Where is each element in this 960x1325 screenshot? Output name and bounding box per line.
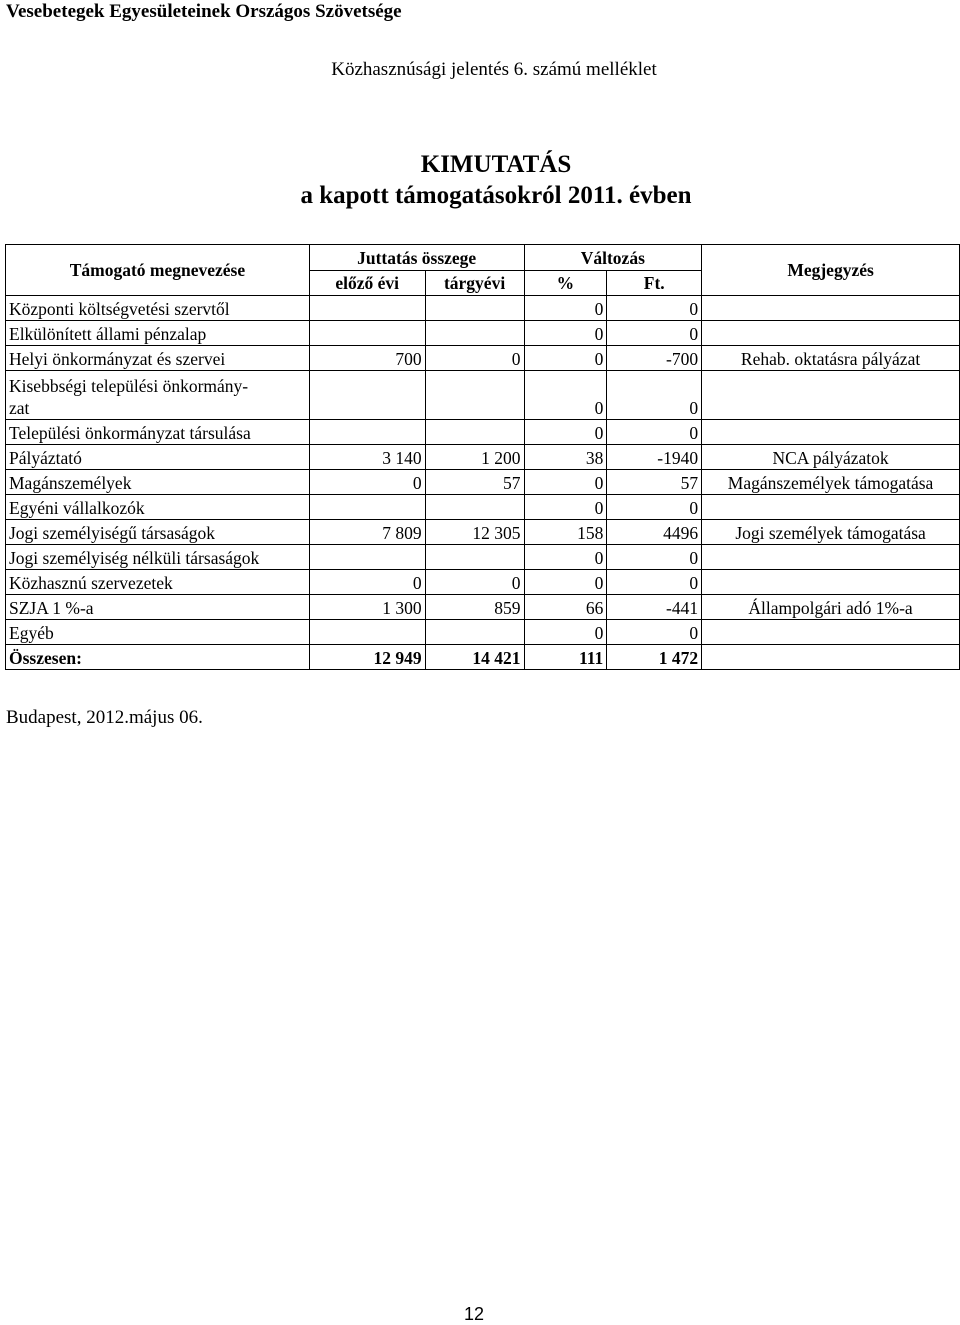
previous-year-cell: 7 809 — [309, 520, 425, 545]
note-cell — [702, 545, 960, 570]
supporter-cell — [6, 371, 310, 420]
page-number-text: 12 — [463, 1304, 485, 1324]
percent-cell: 0 — [524, 570, 607, 595]
note-cell: Rehab. oktatásra pályázat — [702, 346, 960, 371]
note-cell: Magánszemélyek támogatása — [702, 470, 960, 495]
current-year-cell: 12 305 — [425, 520, 524, 545]
table-row — [6, 520, 960, 545]
current-year-cell — [425, 420, 524, 445]
previous-year-cell — [309, 371, 425, 420]
ft-cell: 0 — [607, 570, 702, 595]
supporter-cell: Jogi személyiség nélküli társaságok — [6, 545, 310, 570]
place-and-date: Budapest, 2012.május 06. — [6, 707, 203, 728]
note-cell — [702, 371, 960, 420]
note-cell — [702, 495, 960, 520]
note-cell — [702, 620, 960, 645]
supporter-name-line-2: zat — [9, 398, 30, 418]
ft-cell: 0 — [607, 495, 702, 520]
ft-cell: 57 — [607, 470, 702, 495]
note-cell: Jogi személyek támogatása — [702, 520, 960, 545]
percent-cell: 158 — [524, 520, 607, 545]
percent-cell: 0 — [524, 620, 607, 645]
title-line-1: KIMUTATÁS — [420, 151, 572, 178]
table-row — [6, 296, 960, 321]
previous-year-cell: 0 — [309, 470, 425, 495]
ft-header: Ft. — [607, 271, 702, 296]
document-title — [0, 149, 960, 211]
previous-year-cell — [309, 296, 425, 321]
percent-cell: 0 — [524, 296, 607, 321]
ft-cell: -700 — [607, 346, 702, 371]
current-year-header: tárgyévi — [425, 271, 524, 296]
ft-cell: 0 — [607, 620, 702, 645]
current-year-cell: 859 — [425, 595, 524, 620]
table-row — [6, 470, 960, 495]
supporter-cell: Összesen: — [6, 645, 310, 670]
percent-cell: 0 — [524, 495, 607, 520]
organization-name: Vesebetegek Egyesületeinek Országos Szövetsége — [6, 1, 402, 22]
note-cell — [702, 645, 960, 670]
table-row — [6, 570, 960, 595]
notes-header: Megjegyzés — [702, 245, 960, 296]
previous-year-cell — [309, 620, 425, 645]
supporter-cell: Elkülönített állami pénzalap — [6, 321, 310, 346]
current-year-cell — [425, 620, 524, 645]
table-row — [6, 595, 960, 620]
current-year-cell: 1 200 — [425, 445, 524, 470]
previous-year-header: előző évi — [309, 271, 425, 296]
current-year-cell — [425, 296, 524, 321]
table-row — [6, 445, 960, 470]
ft-cell: 1 472 — [607, 645, 702, 670]
current-year-cell: 0 — [425, 570, 524, 595]
table-row — [6, 420, 960, 445]
note-cell — [702, 321, 960, 346]
supporter-cell: Jogi személyiségű társaságok — [6, 520, 310, 545]
ft-cell: 0 — [607, 321, 702, 346]
current-year-cell: 14 421 — [425, 645, 524, 670]
percent-cell: 0 — [524, 545, 607, 570]
table-row — [6, 545, 960, 570]
percent-cell: 0 — [524, 420, 607, 445]
previous-year-cell: 700 — [309, 346, 425, 371]
title-line-2: a kapott támogatásokról 2011. évben — [300, 182, 692, 209]
ft-cell: -1940 — [607, 445, 702, 470]
note-cell — [702, 420, 960, 445]
ft-cell: 0 — [607, 545, 702, 570]
ft-cell: 0 — [607, 296, 702, 321]
percent-cell: 38 — [524, 445, 607, 470]
previous-year-cell: 1 300 — [309, 595, 425, 620]
previous-year-cell — [309, 545, 425, 570]
percent-header: % — [524, 271, 607, 296]
amount-group-header: Juttatás összege — [309, 245, 524, 271]
current-year-cell — [425, 545, 524, 570]
percent-cell: 0 — [524, 470, 607, 495]
change-group-header: Változás — [524, 245, 702, 271]
previous-year-cell: 0 — [309, 570, 425, 595]
note-cell — [702, 296, 960, 321]
previous-year-cell: 12 949 — [309, 645, 425, 670]
percent-cell: 0 — [524, 346, 607, 371]
supporter-cell: Magánszemélyek — [6, 470, 310, 495]
ft-cell: 0 — [607, 371, 702, 420]
previous-year-cell — [309, 495, 425, 520]
percent-cell: 0 — [524, 371, 607, 420]
header-row-1 — [6, 245, 960, 271]
current-year-cell: 57 — [425, 470, 524, 495]
note-cell — [702, 570, 960, 595]
ft-cell: 4496 — [607, 520, 702, 545]
supporter-cell: Központi költségvetési szervtől — [6, 296, 310, 321]
previous-year-cell: 3 140 — [309, 445, 425, 470]
note-cell: NCA pályázatok — [702, 445, 960, 470]
supporter-cell: Egyéb — [6, 620, 310, 645]
previous-year-cell — [309, 321, 425, 346]
current-year-cell — [425, 371, 524, 420]
document-subtitle — [0, 59, 960, 81]
supporter-name-line-1: Kisebbségi települési önkormány- — [9, 376, 249, 396]
support-table — [5, 244, 960, 670]
supporter-cell: Pályáztató — [6, 445, 310, 470]
table-row — [6, 346, 960, 371]
table-row — [6, 620, 960, 645]
supporter-cell: Települési önkormányzat társulása — [6, 420, 310, 445]
current-year-cell — [425, 321, 524, 346]
table-row — [6, 495, 960, 520]
ft-cell: 0 — [607, 420, 702, 445]
previous-year-cell — [309, 420, 425, 445]
percent-cell: 66 — [524, 595, 607, 620]
percent-cell: 111 — [524, 645, 607, 670]
page-number — [0, 1303, 960, 1325]
current-year-cell — [425, 495, 524, 520]
table-row — [6, 321, 960, 346]
supporter-cell: Egyéni vállalkozók — [6, 495, 310, 520]
total-row — [6, 645, 960, 670]
supporter-cell: SZJA 1 %-a — [6, 595, 310, 620]
note-cell: Állampolgári adó 1%-a — [702, 595, 960, 620]
supporter-cell: Közhasznú szervezetek — [6, 570, 310, 595]
supporter-cell: Helyi önkormányzat és szervei — [6, 346, 310, 371]
ft-cell: -441 — [607, 595, 702, 620]
table-row — [6, 371, 960, 420]
subtitle-text: Közhasznúsági jelentés 6. számú melléklet — [331, 59, 657, 80]
percent-cell: 0 — [524, 321, 607, 346]
current-year-cell: 0 — [425, 346, 524, 371]
supporter-header: Támogató megnevezése — [6, 245, 310, 296]
